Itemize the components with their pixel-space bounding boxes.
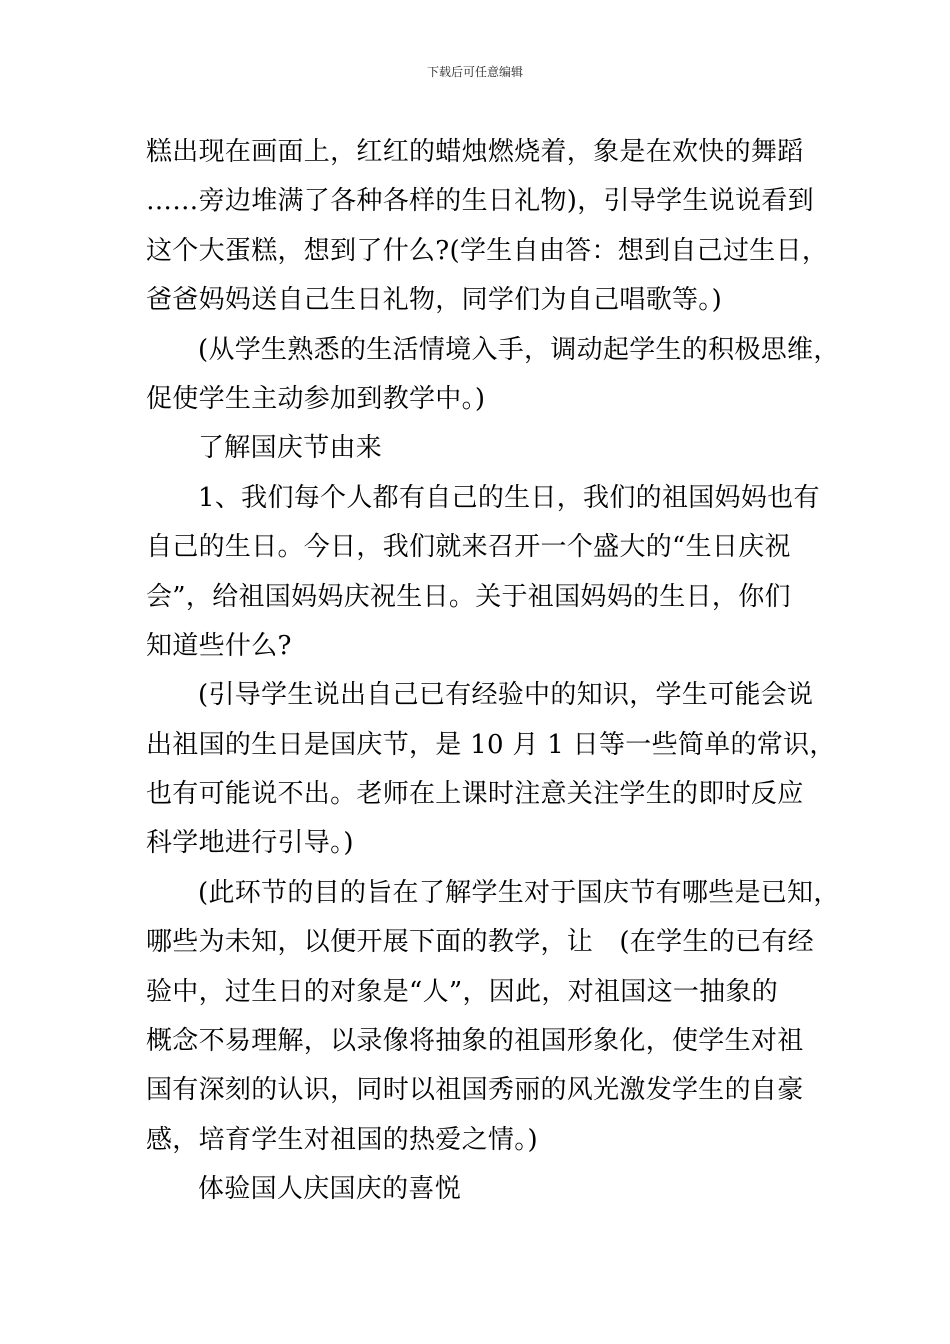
text-line: 这个大蛋糕，想到了什么?(学生自由答：想到自己过生日， (146, 235, 829, 266)
text-line: (从学生熟悉的生活情境入手，调动起学生的积极思维， (198, 334, 840, 365)
page-header-note: 下载后可任意编辑 (426, 65, 523, 79)
text-line: 会”，给祖国妈妈庆祝生日。关于祖国妈妈的生日，你们 (146, 581, 791, 612)
text-line: 科学地进行引导。) (146, 828, 354, 859)
text-line: 也有可能说不出。老师在上课时注意关注学生的即时反应 (146, 779, 804, 810)
document-body (146, 128, 840, 1215)
text-line: 自己的生日。今日，我们就来召开一个盛大的“生日庆祝 (146, 532, 791, 563)
text-line: 验中，过生日的对象是“人”，因此，对祖国这一抽象的 (146, 976, 779, 1007)
text-line: 国有深刻的认识，同时以祖国秀丽的风光激发学生的自豪 (146, 1075, 804, 1106)
text-line: 知道些什么? (146, 630, 292, 661)
text-line: ……旁边堆满了各种各样的生日礼物)，引导学生说说看到 (146, 186, 814, 217)
text-line: 了解国庆节由来 (198, 433, 383, 464)
text-line: 糕出现在画面上，红红的蜡烛燃烧着，象是在欢快的舞蹈 (146, 137, 804, 167)
text-line: 促使学生主动参加到教学中。) (146, 383, 486, 414)
text-line: 感，培育学生对祖国的热爱之情。) (146, 1124, 538, 1155)
text-line: 哪些为未知，以便开展下面的教学，让 (在学生的已有经 (146, 927, 814, 958)
text-line: (此环节的目的旨在了解学生对于国庆节有哪些是已知， (198, 877, 840, 908)
text-line: 1、我们每个人都有自己的生日，我们的祖国妈妈也有 (198, 482, 820, 513)
text-line: 概念不易理解，以录像将抽象的祖国形象化，使学生对祖 (146, 1026, 804, 1057)
text-line: 体验国人庆国庆的喜悦 (198, 1174, 462, 1205)
text-line: 出祖国的生日是国庆节，是 10 月 1 日等一些简单的常识， (146, 729, 836, 760)
text-line: (引导学生说出自己已有经验中的知识，学生可能会说 (198, 680, 814, 711)
text-line: 爸爸妈妈送自己生日礼物，同学们为自己唱歌等。) (146, 285, 723, 316)
